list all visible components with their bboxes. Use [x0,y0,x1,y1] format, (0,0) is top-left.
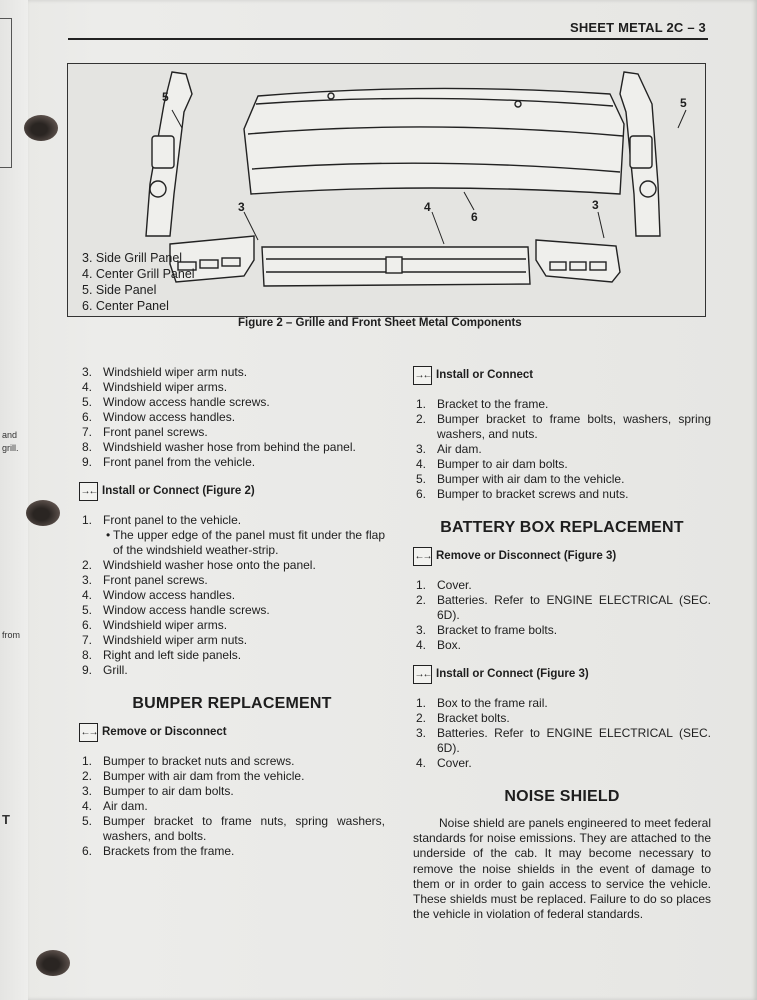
list-item: 2. Batteries. Refer to ENGINE ELECTRICAL (SEC. 6D). [416,593,711,622]
battery-remove-heading: ←→ Remove or Disconnect (Figure 3) [413,547,711,566]
legend-item: 4. Center Grill Panel [82,267,195,281]
list-item: 8. Right and left side panels. [82,648,242,662]
figure-2 [67,63,706,317]
left-column [79,365,385,859]
section-title-battery-box: BATTERY BOX REPLACEMENT [440,519,684,536]
install-connect-heading: →← Install or Connect (Figure 2) [79,482,385,501]
list-item: 1. Bumper to bracket nuts and screws. [82,754,295,768]
list-item: 5. Window access handle screws. [82,603,270,617]
install-steps [79,513,385,678]
list-item: 5. Bumper bracket to frame nuts, spring washers, washers, and bolts. [82,814,385,843]
battery-install-heading: →← Install or Connect (Figure 3) [413,665,711,684]
list-item: 1. Box to the frame rail. [416,696,548,710]
legend-item: 5. Side Panel [82,283,157,297]
list-item: 3. Bumper to air dam bolts. [82,784,234,798]
bumper-install-heading: →← Install or Connect [413,366,711,385]
section-title-bumper: BUMPER REPLACEMENT [132,695,332,712]
list-item: 4. Windshield wiper arms. [82,380,228,394]
list-item: 1. Cover. [416,578,472,592]
legend-item: 6. Center Panel [82,299,169,313]
section-title-noise-shield: NOISE SHIELD [504,788,620,805]
list-item: 4. Cover. [416,756,472,770]
list-item: 4. Bumper to air dam bolts. [416,457,568,471]
list-item: 6. Bumper to bracket screws and nuts. [416,487,629,501]
figure-legend [82,250,195,314]
list-item: 2. Bumper with air dam from the vehicle. [82,769,305,783]
callout-3: 3 [592,198,599,212]
callout-5: 5 [162,90,169,104]
list-item: 1. Bracket to the frame. [416,397,549,411]
list-item: 4. Box. [416,638,462,652]
list-item: 6. Window access handles. [82,410,236,424]
list-item: 6. Brackets from the frame. [82,844,235,858]
list-item: 9. Grill. [82,663,128,677]
list-item: 3. Batteries. Refer to ENGINE ELECTRICAL (SEC. 6D). [416,726,711,755]
page-title: SHEET METAL 2C – 3 [569,20,706,35]
callout-5: 5 [680,96,687,110]
center-panel-shape [244,88,624,194]
list-item: 2. Bracket bolts. [416,711,510,725]
binder-hole [36,950,70,976]
list-item: 7. Windshield wiper arm nuts. [82,633,248,647]
adjacent-page-edge [0,0,29,1000]
list-item: 9. Front panel from the vehicle. [82,455,256,469]
remove-steps-continued [79,365,385,470]
callout-4: 4 [424,200,431,214]
adjacent-text-fragment: from [2,630,20,640]
list-item: 5. Bumper with air dam to the vehicle. [416,472,625,486]
list-item: 1. Front panel to the vehicle. [82,513,242,527]
list-item: 2. Bumper bracket to frame bolts, washers, spring washers, and nuts. [416,412,711,441]
list-item: 6. Windshield wiper arms. [82,618,228,632]
list-item: 4. Window access handles. [82,588,236,602]
list-item: 8. Windshield washer hose from behind the panel. [82,440,356,454]
figure-caption: Figure 2 – Grille and Front Sheet Metal Components [238,317,522,329]
legend-item: 3. Side Grill Panel [82,251,183,265]
list-item: 2. Windshield washer hose onto the panel. [82,558,316,572]
install-connect-icon: →← [413,665,432,684]
list-item: 3. Air dam. [416,442,482,456]
page-header [68,16,708,40]
adjacent-text-fragment: and [2,430,18,440]
list-item: 4. Air dam. [82,799,148,813]
list-item: 3. Windshield wiper arm nuts. [82,365,248,379]
adjacent-text-fragment: T [2,812,10,827]
list-item: 5. Window access handle screws. [82,395,270,409]
note-bullet: • The upper edge of the panel must fit under the flap of the windshield weather-strip. [79,528,385,558]
install-connect-icon: →← [79,482,98,501]
adjacent-figure-frame [0,18,12,168]
binder-hole [26,500,60,526]
noise-shield-paragraph: Noise shield are panels engineered to meet federal standards for noise emissions. They are attached to the underside of the cab. It may become necessary to remove the noise shields in the event of damage to them or in order to gain access to service the vehicle. These shields must be replaced. Failure to do so places the vehicle in violation of federal standards. [413,816,711,922]
list-item: 7. Front panel screws. [82,425,208,439]
list-item: 3. Bracket to frame bolts. [416,623,558,637]
right-column [413,366,711,922]
install-connect-icon: →← [413,366,432,385]
callout-3: 3 [238,200,245,214]
battery-install-steps [413,696,711,771]
binder-hole [24,115,58,141]
remove-disconnect-icon: ←→ [413,547,432,566]
remove-disconnect-heading: ←→ Remove or Disconnect [79,723,385,742]
adjacent-text-fragment: grill. [2,443,19,453]
bumper-install-steps [413,397,711,502]
remove-disconnect-icon: ←→ [79,723,98,742]
list-item: 3. Front panel screws. [82,573,208,587]
side-grill-right-shape [536,240,620,282]
callout-6: 6 [471,210,478,224]
bumper-remove-steps [79,754,385,859]
battery-remove-steps [413,578,711,653]
